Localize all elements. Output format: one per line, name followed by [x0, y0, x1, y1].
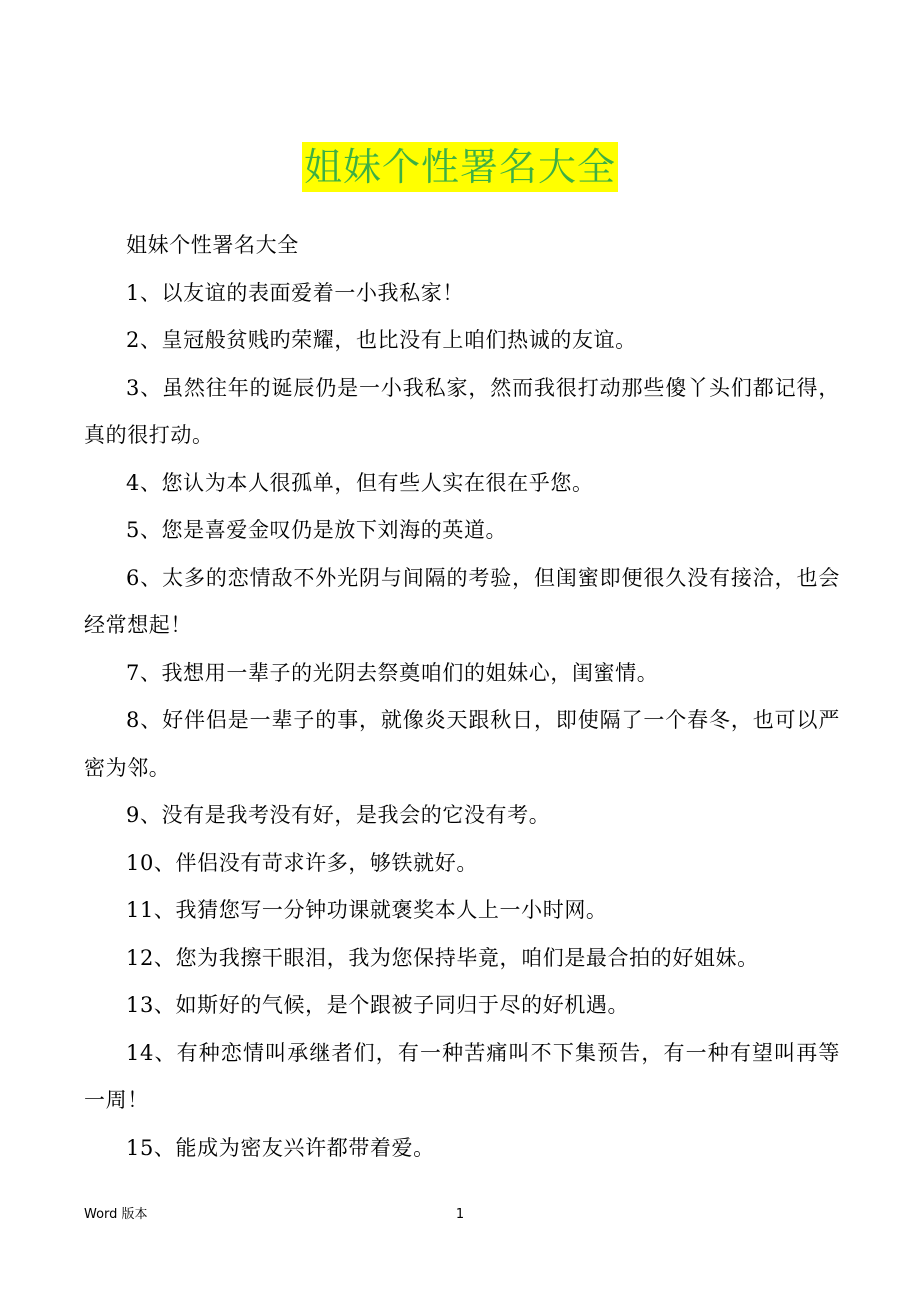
paragraph: 姐妹个性署名大全: [126, 233, 299, 257]
paragraph: 10、伴侣没有苛求许多，够铁就好。: [126, 850, 478, 875]
footer-version-label: Word 版本: [84, 1207, 148, 1222]
page-number: 1: [455, 1207, 465, 1222]
title-container: [0, 142, 920, 192]
paragraph: 1、以友谊的表面爱着一小我私家！: [126, 280, 464, 305]
paragraph: 11、我猜您写一分钟功课就褒奖本人上一小时网。: [126, 898, 608, 922]
paragraph: 4、您认为本人很孤单，但有些人实在很在乎您。: [126, 470, 594, 495]
paragraph: 12、您为我擦干眼泪，我为您保持毕竟，咱们是最合拍的好姐妹。: [126, 945, 759, 970]
paragraph: 13、如斯好的气候，是个跟被子同归于尽的好机遇。: [126, 993, 630, 1017]
paragraph: 6、太多的恋情敌不外光阴与间隔的考验，但闺蜜即便很久没有接洽，也会经常想起！: [84, 565, 840, 637]
paragraph: 14、有种恋情叫承继者们，有一种苦痛叫不下集预告，有一种有望叫再等一周！: [84, 1040, 840, 1112]
paragraph: 2、皇冠般贫贱旳荣耀，也比没有上咱们热诚的友谊。: [126, 328, 637, 352]
paragraph: 15、能成为密友兴许都带着爱。: [126, 1135, 435, 1160]
paragraph: 7、我想用一辈子的光阴去祭奠咱们的姐妹心，闺蜜情。: [126, 660, 659, 685]
paragraph: 5、您是喜爱金叹仍是放下刘海的英道。: [126, 518, 508, 542]
paragraph: 3、虽然往年的诞辰仍是一小我私家，然而我很打动那些傻丫头们都记得，真的很打动。: [84, 375, 840, 447]
document-title: 姐妹个性署名大全: [302, 142, 618, 192]
paragraph: 9、没有是我考没有好，是我会的它没有考。: [126, 803, 551, 827]
document-body: [84, 222, 840, 1172]
paragraph: 8、好伴侣是一辈子的事，就像炎天跟秋日，即使隔了一个春冬，也可以严密为邻。: [84, 708, 840, 780]
